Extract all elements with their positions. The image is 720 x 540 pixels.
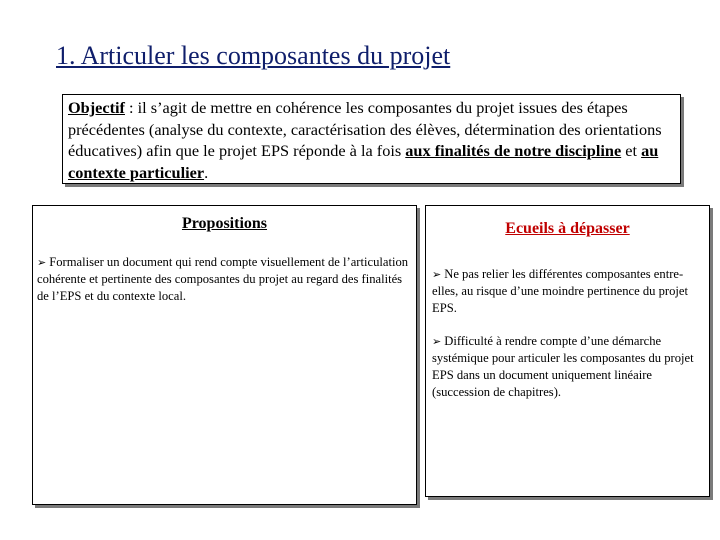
ecueil-item-text: Difficulté à rendre compte d’une démarche systémique pour articuler les composantes du projet EPS dans un document uniquement linéaire (succession de chapitres). [432,334,694,399]
ecueil-item [432,333,703,401]
propositions-panel [32,205,417,505]
objective-emphasis-contexte: au contexte particulier [68,141,659,182]
objective-emphasis-finalites: aux finalités de notre discipline [405,141,622,160]
ecueils-heading: Ecueils à dépasser [505,220,630,237]
propositions-heading: Propositions [181,215,268,232]
proposition-item [37,254,412,305]
arrow-bullet-icon: ➢ [37,256,47,269]
objective-label: Objectif [68,98,125,117]
ecueil-item [432,266,703,317]
page-title: 1. Articuler les composantes du projet [56,41,451,70]
proposition-item-text: Formaliser un document qui rend compte visuellement de l’articulation cohérente et pertinente des composantes du projet au regard des finalités de l’EPS et du contexte local. [37,255,409,303]
objective-text-before: : il s’agit de mettre en cohérence les composantes du projet issues des étapes précédentes (analyse du contexte, caractérisation des élèves, détermination des orientations éducatives) afin que le projet EPS réponde à la fois [68,98,662,160]
arrow-bullet-icon: ➢ [432,335,442,348]
ecueils-panel [425,205,710,497]
objective-text-middle: et [621,141,642,160]
objective-box [62,94,681,184]
ecueil-item-text: Ne pas relier les différentes composantes entre-elles, au risque d’une moindre pertinence du projet EPS. [432,267,688,315]
arrow-bullet-icon: ➢ [432,268,442,281]
objective-text-end: . [204,162,209,182]
